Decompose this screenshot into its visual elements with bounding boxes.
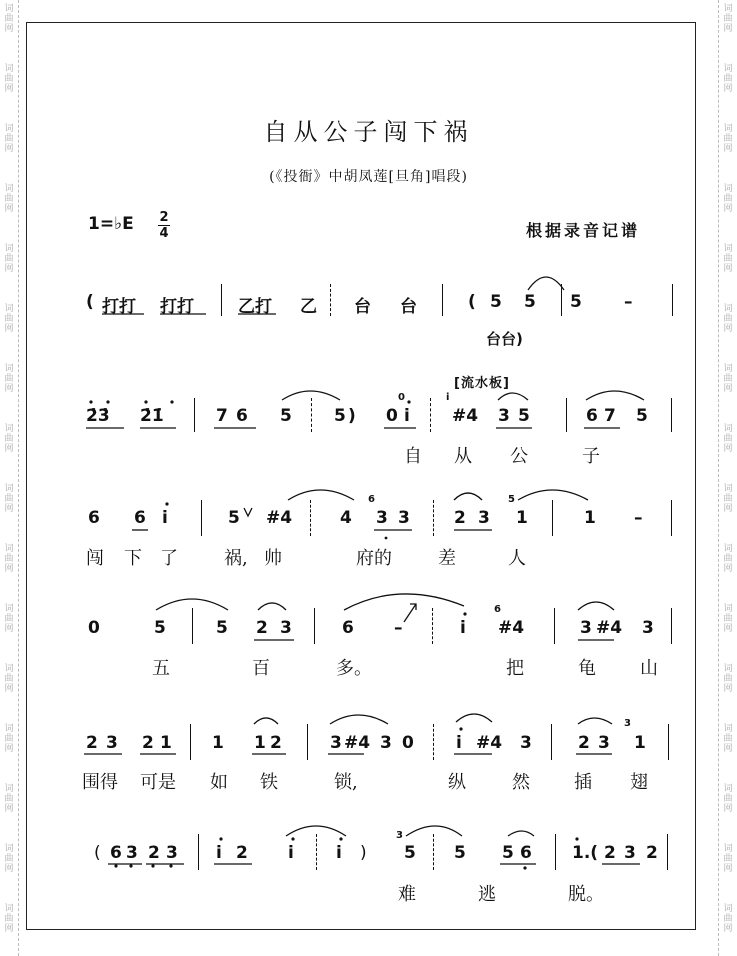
note: – <box>394 618 403 638</box>
note: 1 <box>516 508 528 528</box>
lyric: 插 <box>574 772 592 793</box>
note: 2 <box>256 618 268 638</box>
note: 5 <box>280 406 292 426</box>
key-signature: 1=♭E <box>88 214 134 234</box>
note: 3 <box>478 508 490 528</box>
lyric: 下 <box>124 548 142 569</box>
lyric: 可是 <box>140 772 176 793</box>
lyric: 如 <box>210 772 228 793</box>
lyric: 纵 <box>448 772 466 793</box>
watermark-text: 词 曲 网 <box>4 664 14 694</box>
watermark-text: 词 曲 网 <box>723 304 733 334</box>
note: 台 <box>354 297 371 317</box>
watermark-text: 词 曲 网 <box>4 364 14 394</box>
note: ( <box>468 292 476 312</box>
note: 7 <box>216 406 228 426</box>
song-title: 自从公子闯下祸 <box>263 118 474 146</box>
watermark-text: 词 曲 网 <box>723 724 733 754</box>
note: 2 <box>148 843 160 863</box>
note: 5 <box>228 508 240 528</box>
note: ( <box>94 843 101 863</box>
grace-note: 0 <box>398 392 405 403</box>
watermark-text: 词 曲 网 <box>723 424 733 454</box>
note: 1 <box>212 733 224 753</box>
note: 6 <box>88 508 100 528</box>
note: 2 <box>578 733 590 753</box>
watermark-text: 词 曲 网 <box>4 724 14 754</box>
watermark-text: 词 曲 网 <box>4 844 14 874</box>
watermark-text: 词 曲 网 <box>723 544 733 574</box>
note: 3 <box>126 843 138 863</box>
grace-note: 5 <box>508 494 515 505</box>
lyric: 然 <box>512 772 530 793</box>
note: 3 <box>376 508 388 528</box>
note: 3 <box>380 733 392 753</box>
note: 5 <box>636 406 648 426</box>
note: #4 <box>266 508 293 528</box>
lyric: 闯 <box>86 548 104 569</box>
note: 3 <box>330 733 342 753</box>
note: 5 <box>154 618 166 638</box>
note: #4 <box>344 733 371 753</box>
watermark-text: 词 曲 网 <box>4 304 14 334</box>
watermark-text: 词 曲 网 <box>4 184 14 214</box>
watermark-text: 词 曲 网 <box>723 364 733 394</box>
note: 2 <box>236 843 248 863</box>
watermark-text: 词 曲 网 <box>4 604 14 634</box>
note: 3 <box>598 733 610 753</box>
note: 1.( <box>572 843 599 863</box>
lyric: 把 <box>506 658 524 679</box>
time-signature: 2 4 <box>159 210 169 241</box>
note: 0 <box>88 618 100 638</box>
note: 0 <box>386 406 398 426</box>
watermark-text: 词 曲 网 <box>723 184 733 214</box>
note: 6 <box>342 618 354 638</box>
grace-note: i <box>446 392 450 403</box>
note: 3 <box>498 406 510 426</box>
lyric: 多。 <box>336 658 372 679</box>
note: 6 <box>586 406 598 426</box>
lyric: 从 <box>454 446 472 467</box>
watermark-text: 词 曲 网 <box>723 124 733 154</box>
note: – <box>634 508 643 528</box>
note: 2 <box>604 843 616 863</box>
note: 5 <box>216 618 228 638</box>
note: 3 <box>624 843 636 863</box>
lyric: 公 <box>510 446 528 467</box>
note: 5 <box>502 843 514 863</box>
lyric: 府的 <box>356 548 392 569</box>
note: 3 <box>520 733 532 753</box>
watermark-text: 词 曲 网 <box>723 484 733 514</box>
grace-note: 6 <box>494 604 501 615</box>
watermark-text: 词 曲 网 <box>723 904 733 934</box>
note: 6 <box>134 508 146 528</box>
note: 2 <box>270 733 282 753</box>
lyric: 难 <box>398 884 416 905</box>
note: 5 <box>518 406 530 426</box>
note: 5 <box>570 292 582 312</box>
lyric: 了 <box>160 548 178 569</box>
grace-note: 3 <box>624 718 631 729</box>
note: 1 <box>634 733 646 753</box>
lyric: 祸, <box>224 548 248 569</box>
watermark-text: 词 曲 网 <box>723 844 733 874</box>
note: 乙 <box>300 297 317 317</box>
note: 5 <box>404 843 416 863</box>
note: – <box>624 292 633 312</box>
note: 1 <box>584 508 596 528</box>
note: 5 <box>334 406 346 426</box>
note: 乙打 <box>238 297 272 317</box>
lyric: 子 <box>582 446 600 467</box>
lyric: 翅 <box>630 772 648 793</box>
note: 2 <box>142 733 154 753</box>
watermark-text: 词 曲 网 <box>4 4 14 34</box>
note: i <box>288 843 294 863</box>
lyric: 逃 <box>478 884 496 905</box>
note: ) <box>360 843 367 863</box>
note: ( <box>86 292 94 312</box>
lyric: 山 <box>640 658 658 679</box>
lyric: 自 <box>404 446 422 467</box>
note: 6 <box>520 843 532 863</box>
lyric: 五 <box>152 658 170 679</box>
watermark-text: 词 曲 网 <box>4 904 14 934</box>
note: #4 <box>476 733 503 753</box>
note: 1 <box>254 733 266 753</box>
note: i <box>162 508 168 528</box>
lyric: 差 <box>438 548 456 569</box>
watermark-text: 词 曲 网 <box>4 244 14 274</box>
lyric: 铁 <box>260 772 278 793</box>
watermark-text: 词 曲 网 <box>4 64 14 94</box>
lyric: 人 <box>508 548 526 569</box>
watermark-text: 词 曲 网 <box>723 784 733 814</box>
note: 2 <box>86 733 98 753</box>
watermark-text: 词 曲 网 <box>723 4 733 34</box>
note: i <box>460 618 466 638</box>
note: 2 <box>454 508 466 528</box>
watermark-text: 词 曲 网 <box>4 544 14 574</box>
note: 台 <box>400 297 417 317</box>
note: #4 <box>596 618 623 638</box>
note: 3 <box>280 618 292 638</box>
transcription-note: 根据录音记谱 <box>526 221 641 240</box>
note: 2 <box>646 843 658 863</box>
note: 6 <box>236 406 248 426</box>
lyric: 帅 <box>264 548 282 569</box>
note: #4 <box>452 406 479 426</box>
note: ) <box>348 406 356 426</box>
lyric: 脱。 <box>568 884 604 905</box>
note: 0 <box>402 733 414 753</box>
note: 5 <box>454 843 466 863</box>
note: 1 <box>160 733 172 753</box>
tempo-mark: [流水板] <box>454 376 510 391</box>
note: 6 <box>110 843 122 863</box>
note: 2̇1̇ <box>140 406 164 426</box>
note: 3 <box>642 618 654 638</box>
note: 4 <box>340 508 352 528</box>
lyric: 龟 <box>578 658 596 679</box>
note: 5 <box>490 292 502 312</box>
note: 7 <box>604 406 616 426</box>
grace-note: 6 <box>368 494 375 505</box>
watermark-text: 词 曲 网 <box>723 244 733 274</box>
note: i <box>404 406 410 426</box>
watermark-text: 词 曲 网 <box>4 784 14 814</box>
lyric: 锁, <box>334 772 358 793</box>
lyric: 台台) <box>486 330 523 348</box>
song-subtitle: (《投衙》中胡凤莲[旦角]唱段) <box>269 169 468 185</box>
watermark-text: 词 曲 网 <box>723 64 733 94</box>
watermark-text: 词 曲 网 <box>723 604 733 634</box>
note: 打打 <box>102 297 136 317</box>
note: #4 <box>498 618 525 638</box>
watermark-text: 词 曲 网 <box>4 484 14 514</box>
lyric: 围得 <box>82 772 118 793</box>
note: 3 <box>106 733 118 753</box>
note: 2̇3̇ <box>86 406 110 426</box>
watermark-text: 词 曲 网 <box>4 424 14 454</box>
note: 3 <box>166 843 178 863</box>
note: i <box>216 843 222 863</box>
grace-note: 3 <box>396 830 403 841</box>
note: 3 <box>580 618 592 638</box>
note: i <box>456 733 462 753</box>
note: 3 <box>398 508 410 528</box>
note: 5 <box>524 292 536 312</box>
lyric: 百 <box>252 658 270 679</box>
watermark-text: 词 曲 网 <box>723 664 733 694</box>
watermark-text: 词 曲 网 <box>4 124 14 154</box>
note: i <box>336 843 342 863</box>
note: 打打 <box>160 297 194 317</box>
